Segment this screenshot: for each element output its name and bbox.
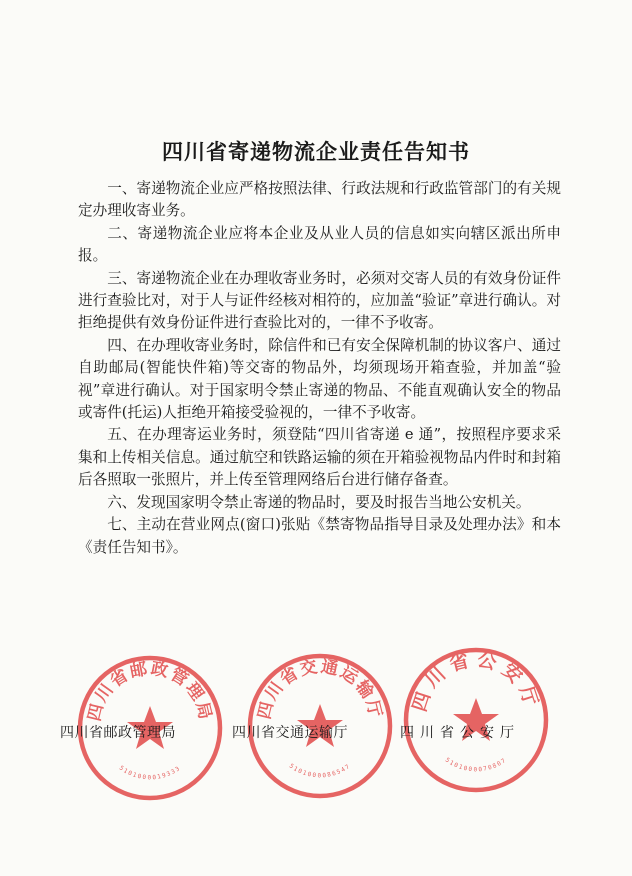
svg-text:四川省公安厅: 四川省公安厅 [408, 648, 544, 715]
document-title: 四川省寄递物流企业责任告知书 [162, 139, 470, 164]
paragraph-1: 一、寄递物流企业应严格按照法律、行政法规和行政监管部门的有关规定办理收寄业务。 [78, 180, 561, 220]
signature-public-security: 四川省公安厅 [400, 725, 520, 741]
signature-postal-bureau: 四川省邮政管理局 [60, 725, 176, 741]
paragraph-4: 四、在办理收寄业务时，除信件和已有安全保障机制的协议客户、通过自助邮局(智能快件箱)等交寄的物品外，均须现场开箱查验，并加盖“验视”章进行确认。对于国家明令禁止寄递的物品、不能直观确认安全的物品或寄件(托运)人拒绝开箱接受验视的，一律不予收寄。 [78, 336, 561, 422]
paragraph-3: 三、寄递物流企业在办理收寄业务时，必须对交寄人员的有效身份证件进行查验比对，对于人与证件经核对相符的，应加盖“验证”章进行确认。对拒绝提供有效身份证件进行查验比对的，一律不予收寄。 [78, 269, 561, 332]
svg-text:5101000070807: 5101000070807 [443, 756, 509, 774]
signature-row [60, 722, 620, 744]
signature-transport-dept: 四川省交通运输厅 [232, 725, 348, 741]
svg-text:5101000019333: 5101000019333 [117, 764, 183, 782]
document-body [78, 178, 561, 559]
seal-public-security-icon [402, 646, 550, 794]
paragraph-7: 七、主动在营业网点(窗口)张贴《禁寄物品指导目录及处理办法》和本《责任告知书》。 [78, 516, 561, 556]
paragraph-5: 五、在办理寄运业务时，须登陆“四川省寄递 e 通”，按照程序要求采集和上传相关信息。通过航空和铁路运输的须在开箱验视物品内件时和封箱后各照取一张照片，并上传至管理网络后台进行储存备查。 [78, 426, 561, 489]
paragraph-6: 六、发现国家明令禁止寄递的物品时，要及时报告当地公安机关。 [107, 493, 531, 511]
paragraph-2: 二、寄递物流企业应将本企业及从业人员的信息如实向辖区派出所申报。 [78, 224, 561, 265]
svg-text:四川省交通运输厅: 四川省交通运输厅 [254, 656, 386, 722]
svg-text:四川省邮政管理局: 四川省邮政管理局 [84, 658, 216, 724]
svg-text:5101000086547: 5101000086547 [287, 762, 353, 780]
